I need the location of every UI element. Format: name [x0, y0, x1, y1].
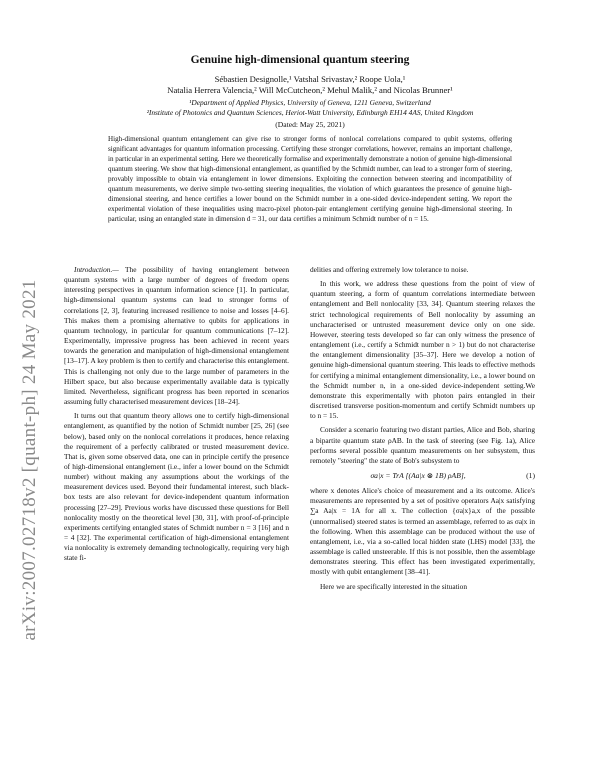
paper-title: Genuine high-dimensional quantum steering	[190, 54, 410, 66]
affiliation-heriot-watt: ²Institute of Photonics and Quantum Sciences, Heriot-Watt University, Edinburgh EH14 4AS, United Kingdom	[146, 108, 474, 117]
body-column-left	[64, 265, 289, 765]
paragraph-text: The possibility of having entanglement between quantum systems with a large number of degrees of freedom opens interesting perspectives in quantum information science [1]. In particular, high-dimensional quantum systems can lead to stronger forms of correlations [2, 3], featuring increased resilience to noise and losses [4–6]. This makes them a promising alternative to qubits for applications in quantum technology, in particular for quantum communications [7–12]. Experimentally, impressive progress has been achieved in recent years towards the generation and manipulation of high-dimensional entanglement [13–17]. A key problem is then to certify and characterise this entanglement. This is challenging not only due to the large number of parameters in the Hilbert space, but also because experimentally available data is typically limited. Nevertheless, significant progress has been reported in scenarios assuming fully characterised measurement devices [18–24].	[64, 265, 289, 407]
paragraph: Consider a scenario featuring two distant parties, Alice and Bob, sharing a bipartite quantum state ρAB. In the task of steering (see Fig. 1a), Alice performs several possible quantum measurements on her subsystem, thus remotely "steering" the state of Bob's subsystem to	[310, 425, 535, 465]
section-lead: Introduction.—	[74, 265, 119, 274]
author-list	[60, 74, 560, 96]
equation-1	[310, 471, 535, 481]
equation-number: (1)	[526, 470, 535, 480]
paragraph	[64, 265, 289, 407]
affiliations	[60, 98, 560, 118]
affiliation-geneva: ¹Department of Applied Physics, University of Geneva, 1211 Geneva, Switzerland	[189, 98, 431, 107]
paragraph: where x denotes Alice's choice of measurement and a its outcome. Alice's measurements are represented by a set of positive operators Aa|x satisfying ∑a Aa|x = 1A for all x. The collection {σa|x}a,x of the possible (unnormalised) steered states is termed an assemblage, referred to as σa|x in the following. When this assemblage can be produced without the use of entanglement, i.e., via a so-called local hidden state (LHS) model [33], the assemblage is called unsteerable. If this is not possible, then the assemblage demonstrates steering. This effect has been investigated experimentally, mostly with qubit entanglement [38–41].	[310, 486, 535, 577]
equation-body: σa|x = TrA [(Aa|x ⊗ 1B) ρAB],	[370, 470, 466, 480]
paragraph: Here we are specifically interested in the situation	[320, 581, 468, 591]
arxiv-identifier: arXiv:2007.02718v2 [quant-ph] 24 May 2021	[19, 279, 40, 641]
abstract: High-dimensional quantum entanglement can give rise to stronger forms of nonlocal correlations compared to qubit systems, offering significant advantages for quantum information processing. Certifying these stronger correlations, however, remains an important challenge, in particular in an experimental setting. Here we theoretically formalise and experimentally demonstrate a notion of genuine high-dimensional quantum steering. We show that high-dimensional entanglement, as quantified by the Schmidt number, can lead to a stronger form of steering, provably impossible to obtain via entanglement in lower dimensions. Exploiting the connection between steering and incompatibility of quantum measurements, we derive simple two-setting steering inequalities, the violation of which guarantees the presence of genuine high-dimensional steering, and hence certifies a lower bound on the Schmidt number in a one-sided device-independent setting. We report the experimental violation of these inequalities using macro-pixel photon-pair entanglement certifying genuine high-dimensional steering. In particular, using an entangled state in dimension d = 31, our data certifies a minimum Schmidt number of n = 15.	[108, 135, 512, 223]
paragraph: delities and offering extremely low tolerance to noise.	[310, 265, 469, 274]
paragraph: It turns out that quantum theory allows one to certify high-dimensional entanglement, as quantified by the notion of Schmidt number [25, 26] (see below), based only on the nonlocal correlations it produces, hence relaxing the requirement of a perfectly calibrated or trusted measurement device. That is, given some observed data, one can in principle certify the presence of high-dimensional entanglement (i.e., infer a lower bound on the Schmidt number) without making any assumptions about the workings of the measurement devices used. Beyond their fundamental interest, such black-box tests are also relevant for device-independent quantum information processing [27–29]. Previous works have discussed these questions for Bell nonlocality mostly on the theoretical level [30, 31], with proof-of-principle experiments certifying entangled states of Schmidt number n = 3 [16] and n = 4 [32]. The experimental certification of high-dimensional entanglement via nonlocality is extremely demanding technologically, requiring very high state fi-	[64, 411, 289, 563]
authors-line-1: Sébastien Designolle,¹ Vatshal Srivastav,² Roope Uola,¹	[214, 74, 406, 84]
date-line: (Dated: May 25, 2021)	[275, 120, 345, 129]
authors-line-2: Natalia Herrera Valencia,² Will McCutcheon,² Mehul Malik,² and Nicolas Brunner¹	[167, 85, 453, 95]
arxiv-sidebar	[0, 279, 60, 641]
body-column-right	[310, 265, 535, 765]
paragraph: In this work, we address these questions from the point of view of quantum steering, a form of quantum correlations intermediate between entanglement and Bell nonlocality [33, 34]. Quantum steering relaxes the strict technological requirements of Bell nonlocality by assuming an uncharacterised or untrusted measurement device only on one side. However, steering tests developed so far can only witness the presence of entanglement (i.e., certify a Schmidt number n > 1) but do not characterise the entanglement dimensionality [35–37]. Here we develop a notion of genuine high-dimensional quantum steering. This leads to effective methods for certifying a minimal entanglement dimensionality, i.e., a lower bound on the Schmidt number n, in a one-sided device-independent setting.We demonstrate this experimentally with photon pairs entangled in their discretised transverse position-momentum and certify Schmidt numbers up to n = 15.	[310, 279, 535, 421]
